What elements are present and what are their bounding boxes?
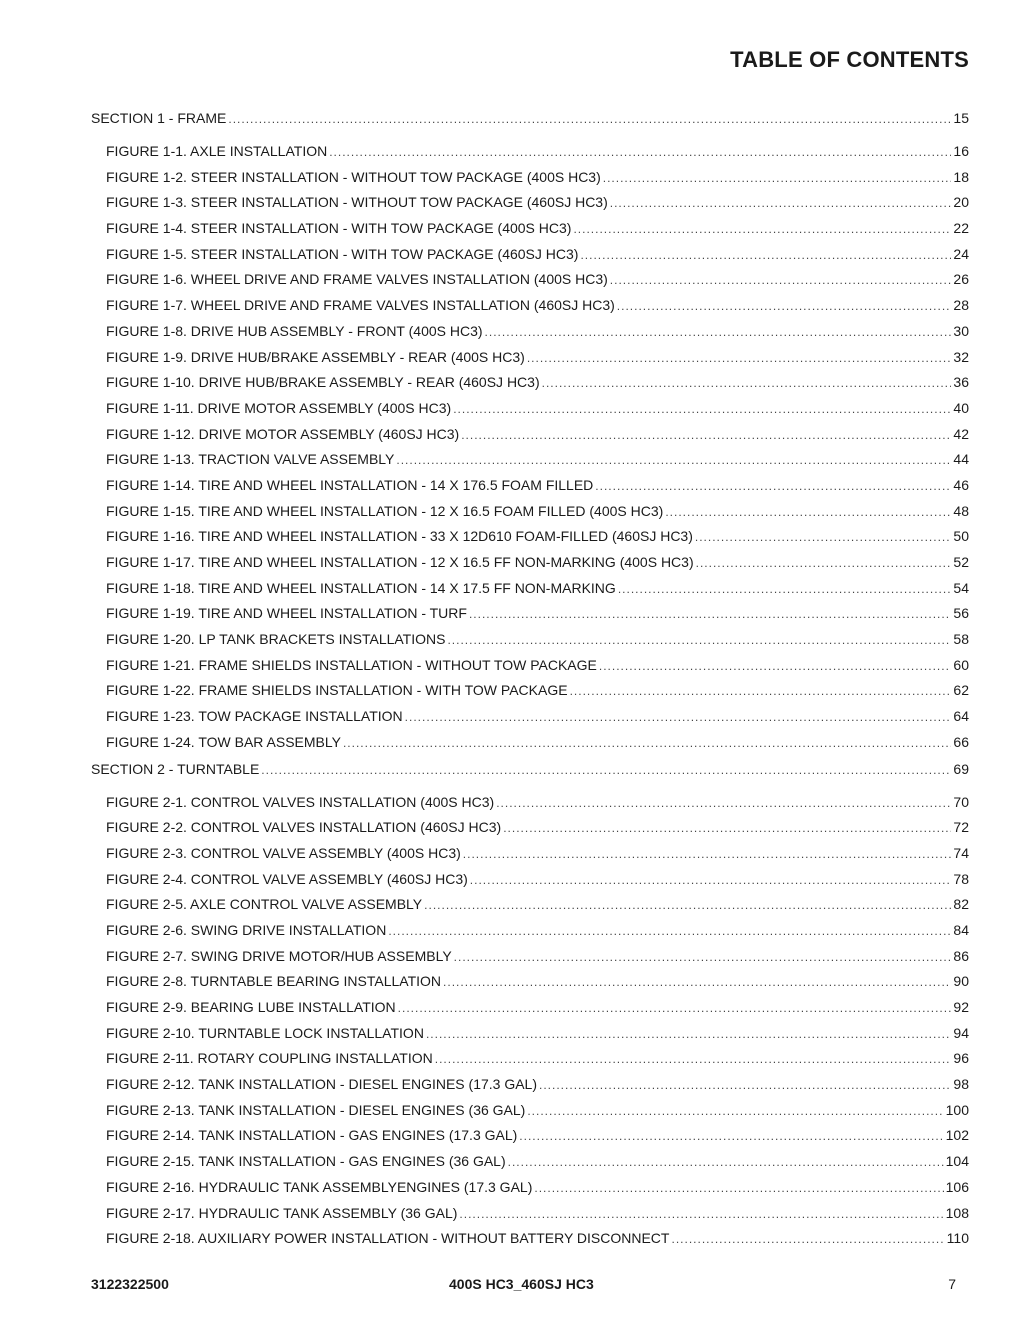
toc-entry-page: 28 xyxy=(953,297,969,314)
toc-entry-page: 16 xyxy=(953,143,969,159)
toc-entry-page: 24 xyxy=(953,245,969,262)
toc-entry-page: 64 xyxy=(953,708,969,725)
toc-entry-label: FIGURE 1-12. DRIVE MOTOR ASSEMBLY (460SJ HC3) xyxy=(106,425,460,442)
dot-leader xyxy=(496,791,951,817)
dot-leader xyxy=(463,842,951,868)
toc-figure-entry[interactable] xyxy=(91,627,969,653)
toc-entry-label: FIGURE 1-16. TIRE AND WHEEL INSTALLATION - 33 X 12D610 FOAM-FILLED (460SJ HC3) xyxy=(106,528,693,545)
toc-entry-page: 26 xyxy=(953,271,969,288)
toc-entry-page: 40 xyxy=(953,399,969,416)
toc-entry-label: FIGURE 1-18. TIRE AND WHEEL INSTALLATION - 14 X 17.5 FF NON-MARKING xyxy=(106,579,616,596)
toc-entry-page: 54 xyxy=(953,579,969,596)
dot-leader xyxy=(459,1202,943,1228)
toc-entry-page: 18 xyxy=(953,168,969,185)
toc-entry-label: FIGURE 2-16. HYDRAULIC TANK ASSEMBLYENGINES (17.3 GAL) xyxy=(106,1178,533,1195)
toc-entry-label: FIGURE 1-13. TRACTION VALVE ASSEMBLY xyxy=(106,451,395,468)
toc-entry-page: 110 xyxy=(946,1230,969,1247)
toc-entry-label: FIGURE 1-23. TOW PACKAGE INSTALLATION xyxy=(106,708,403,725)
toc-entry-label: FIGURE 1-11. DRIVE MOTOR ASSEMBLY (400S HC3) xyxy=(106,399,452,416)
toc-figure-entry[interactable] xyxy=(91,319,969,345)
toc-entry-page: 69 xyxy=(953,760,969,777)
toc-figure-entry[interactable] xyxy=(91,473,969,499)
toc-entry-label: FIGURE 1-6. WHEEL DRIVE AND FRAME VALVES INSTALLATION (400S HC3) xyxy=(106,271,608,288)
dot-leader xyxy=(695,525,951,551)
dot-leader xyxy=(461,423,951,449)
toc-figure-entry[interactable] xyxy=(91,267,969,293)
toc-entry-page: 82 xyxy=(953,896,969,913)
toc-entry-page: 62 xyxy=(953,682,969,699)
toc-entry-page: 74 xyxy=(953,844,969,861)
toc-entry-label: FIGURE 1-17. TIRE AND WHEEL INSTALLATION - 12 X 16.5 FF NON-MARKING (400S HC3) xyxy=(106,554,694,570)
toc-entry-label: FIGURE 2-13. TANK INSTALLATION - DIESEL ENGINES (36 GAL) xyxy=(106,1101,526,1118)
dot-leader xyxy=(508,1150,944,1176)
toc-entry-label: FIGURE 2-3. CONTROL VALVE ASSEMBLY (400S HC3) xyxy=(106,844,461,861)
toc-figure-entry[interactable] xyxy=(91,499,969,525)
toc-entry-page: 98 xyxy=(953,1076,969,1093)
toc-entry-label: FIGURE 1-8. DRIVE HUB ASSEMBLY - FRONT (400S HC3) xyxy=(106,322,483,339)
model-name: 400S HC3_460SJ HC3 xyxy=(449,1276,594,1292)
toc-entry-label: FIGURE 1-9. DRIVE HUB/BRAKE ASSEMBLY - REAR (400S HC3) xyxy=(106,348,525,365)
toc-figure-entry[interactable] xyxy=(91,293,969,319)
dot-leader xyxy=(447,628,951,654)
toc-entry-page: 46 xyxy=(953,476,969,493)
toc-entry-label: FIGURE 1-19. TIRE AND WHEEL INSTALLATION - TURF xyxy=(106,605,467,622)
toc-entry-label: FIGURE 1-10. DRIVE HUB/BRAKE ASSEMBLY - REAR (460SJ HC3) xyxy=(106,374,540,391)
toc-figure-entry[interactable] xyxy=(91,918,969,944)
toc-entry-label: FIGURE 1-7. WHEEL DRIVE AND FRAME VALVES INSTALLATION (460SJ HC3) xyxy=(106,297,615,314)
toc-figure-entry[interactable] xyxy=(91,815,969,841)
toc-entry-label: FIGURE 2-14. TANK INSTALLATION - GAS ENGINES (17.3 GAL) xyxy=(106,1127,518,1144)
toc-entry-label: FIGURE 1-21. FRAME SHIELDS INSTALLATION - WITHOUT TOW PACKAGE xyxy=(106,656,597,673)
toc-entry-page: 22 xyxy=(953,220,969,237)
toc-entry-label: FIGURE 2-17. HYDRAULIC TANK ASSEMBLY (36 GAL) xyxy=(106,1204,458,1221)
toc-figure-entry[interactable] xyxy=(91,1175,969,1201)
dot-leader xyxy=(228,106,951,132)
dot-leader xyxy=(443,970,951,996)
toc-figure-entry[interactable] xyxy=(91,345,969,371)
toc-figure-entry[interactable] xyxy=(91,1046,969,1072)
toc-entry-page: 86 xyxy=(953,947,969,964)
toc-figure-entry[interactable] xyxy=(91,242,969,268)
toc-entry-label: FIGURE 2-4. CONTROL VALVE ASSEMBLY (460SJ HC3) xyxy=(106,870,468,887)
toc-figure-entry[interactable] xyxy=(91,969,969,995)
dot-leader xyxy=(261,757,951,783)
toc-entry-page: 84 xyxy=(953,921,969,938)
toc-entry-page: 30 xyxy=(953,322,969,339)
toc-figure-entry[interactable] xyxy=(91,1021,969,1047)
toc-figure-entry[interactable] xyxy=(91,190,969,216)
toc-entry-label: SECTION 1 - FRAME xyxy=(91,110,227,126)
toc-entry-label: FIGURE 2-1. CONTROL VALVES INSTALLATION (400S HC3) xyxy=(106,793,495,810)
dot-leader xyxy=(424,893,951,919)
toc-figure-entry[interactable] xyxy=(91,1226,969,1252)
dot-leader xyxy=(388,919,951,945)
toc-entry-page: 94 xyxy=(953,1024,969,1041)
toc-figure-entry[interactable] xyxy=(91,678,969,704)
dot-leader xyxy=(665,500,951,526)
toc-entry-label: FIGURE 2-6. SWING DRIVE INSTALLATION xyxy=(106,921,387,938)
toc-figure-entry[interactable] xyxy=(91,841,969,867)
dot-leader xyxy=(610,268,951,294)
dot-leader xyxy=(396,448,951,474)
toc-entry-page: 20 xyxy=(953,194,969,211)
toc-entry-page: 44 xyxy=(953,451,969,468)
toc-entry-label: FIGURE 1-3. STEER INSTALLATION - WITHOUT TOW PACKAGE (460SJ HC3) xyxy=(106,194,608,211)
dot-leader xyxy=(671,1227,944,1253)
toc-figure-entry[interactable] xyxy=(91,601,969,627)
dot-leader xyxy=(503,816,951,842)
toc-entry-page: 108 xyxy=(945,1204,969,1221)
toc-entry-label: FIGURE 1-4. STEER INSTALLATION - WITH TOW PACKAGE (400S HC3) xyxy=(106,220,572,237)
dot-leader xyxy=(580,243,951,269)
toc-figure-entry[interactable] xyxy=(91,704,969,730)
toc-entry-label: FIGURE 2-9. BEARING LUBE INSTALLATION xyxy=(106,999,396,1015)
toc-entry-page: 58 xyxy=(953,631,969,648)
page-number: 7 xyxy=(948,1276,956,1292)
toc-entry-page: 50 xyxy=(953,528,969,545)
toc-entry-label: FIGURE 2-7. SWING DRIVE MOTOR/HUB ASSEMBLY xyxy=(106,947,452,964)
dot-leader xyxy=(542,371,951,397)
dot-leader xyxy=(696,551,951,577)
dot-leader xyxy=(595,474,951,500)
toc-figure-entry[interactable] xyxy=(91,576,969,602)
dot-leader xyxy=(570,679,951,705)
dot-leader xyxy=(435,1047,951,1073)
toc-figure-entry[interactable] xyxy=(91,422,969,448)
toc-entry-label: FIGURE 2-15. TANK INSTALLATION - GAS ENGINES (36 GAL) xyxy=(106,1153,506,1170)
toc-entry-page: 102 xyxy=(945,1127,969,1144)
dot-leader xyxy=(470,868,951,894)
dot-leader xyxy=(610,191,951,217)
toc-figure-entry[interactable] xyxy=(91,1123,969,1149)
dot-leader xyxy=(573,217,951,243)
dot-leader xyxy=(603,166,951,192)
toc-entry-label: FIGURE 1-14. TIRE AND WHEEL INSTALLATION - 14 X 176.5 FOAM FILLED xyxy=(106,476,594,493)
toc-entry-page: 42 xyxy=(953,425,969,442)
toc-entry-label: FIGURE 1-22. FRAME SHIELDS INSTALLATION - WITH TOW PACKAGE xyxy=(106,682,568,699)
toc-figure-entry[interactable] xyxy=(91,995,969,1021)
dot-leader xyxy=(618,577,951,603)
toc-entry-label: SECTION 2 - TURNTABLE xyxy=(91,760,260,777)
dot-leader xyxy=(405,705,951,731)
toc-entry-label: FIGURE 2-2. CONTROL VALVES INSTALLATION (460SJ HC3) xyxy=(106,819,502,836)
toc-entry-page: 56 xyxy=(953,605,969,622)
toc-figure-entry[interactable] xyxy=(91,216,969,242)
toc-entry-page: 70 xyxy=(953,793,969,810)
toc-entry-label: FIGURE 1-2. STEER INSTALLATION - WITHOUT TOW PACKAGE (400S HC3) xyxy=(106,168,601,185)
toc-entry-page: 78 xyxy=(953,870,969,887)
toc-entry-label: FIGURE 2-12. TANK INSTALLATION - DIESEL ENGINES (17.3 GAL) xyxy=(106,1076,538,1093)
toc-figure-entry[interactable] xyxy=(91,1149,969,1175)
dot-leader xyxy=(454,945,951,971)
toc-entry-label: FIGURE 2-8. TURNTABLE BEARING INSTALLATION xyxy=(106,973,442,990)
toc-entry-label: FIGURE 1-15. TIRE AND WHEEL INSTALLATION - 12 X 16.5 FOAM FILLED (400S HC3) xyxy=(106,502,664,519)
dot-leader xyxy=(617,294,951,320)
dot-leader xyxy=(527,346,951,372)
page-title: TABLE OF CONTENTS xyxy=(730,47,969,72)
dot-leader xyxy=(453,397,951,423)
toc-entry-page: 92 xyxy=(953,999,969,1015)
toc-figure-entry[interactable] xyxy=(91,550,969,576)
toc-entry-label: FIGURE 2-5. AXLE CONTROL VALVE ASSEMBLY xyxy=(106,896,423,913)
toc-figure-entry[interactable] xyxy=(91,1201,969,1227)
dot-leader xyxy=(539,1073,951,1099)
table-of-contents xyxy=(91,105,969,1252)
toc-figure-entry[interactable] xyxy=(91,370,969,396)
dot-leader xyxy=(599,654,951,680)
toc-entry-page: 72 xyxy=(953,819,969,836)
toc-figure-entry[interactable] xyxy=(91,892,969,918)
toc-figure-entry[interactable] xyxy=(91,1098,969,1124)
toc-figure-entry[interactable] xyxy=(91,653,969,679)
toc-entry-page: 100 xyxy=(945,1101,969,1118)
dot-leader xyxy=(485,320,951,346)
toc-figure-entry[interactable] xyxy=(91,867,969,893)
toc-figure-entry[interactable] xyxy=(91,790,969,816)
toc-figure-entry[interactable] xyxy=(91,396,969,422)
dot-leader xyxy=(534,1176,943,1202)
toc-entry-page: 60 xyxy=(953,656,969,673)
toc-entry-label: FIGURE 1-5. STEER INSTALLATION - WITH TOW PACKAGE (460SJ HC3) xyxy=(106,245,579,262)
toc-entry-label: FIGURE 2-10. TURNTABLE LOCK INSTALLATION xyxy=(106,1024,424,1041)
toc-figure-entry[interactable] xyxy=(91,1072,969,1098)
toc-entry-label: FIGURE 1-1. AXLE INSTALLATION xyxy=(106,143,328,159)
toc-entry-label: FIGURE 1-24. TOW BAR ASSEMBLY xyxy=(106,733,341,750)
dot-leader xyxy=(329,140,951,166)
toc-entry-page: 96 xyxy=(953,1050,969,1067)
dot-leader xyxy=(519,1124,943,1150)
toc-entry-page: 66 xyxy=(953,733,969,750)
toc-entry-page: 104 xyxy=(945,1153,969,1170)
toc-section-entry[interactable] xyxy=(91,756,969,790)
toc-entry-page: 36 xyxy=(953,374,969,391)
dot-leader xyxy=(527,1099,943,1125)
document-number: 3122322500 xyxy=(91,1276,169,1292)
toc-entry-label: FIGURE 2-11. ROTARY COUPLING INSTALLATION xyxy=(106,1050,433,1067)
toc-figure-entry[interactable] xyxy=(91,447,969,473)
toc-figure-entry[interactable] xyxy=(91,139,969,165)
toc-figure-entry[interactable] xyxy=(91,730,969,756)
dot-leader xyxy=(343,731,951,757)
toc-figure-entry[interactable] xyxy=(91,165,969,191)
toc-section-entry[interactable] xyxy=(91,105,969,139)
toc-entry-page: 15 xyxy=(953,110,969,126)
toc-entry-page: 106 xyxy=(945,1178,969,1195)
toc-figure-entry[interactable] xyxy=(91,944,969,970)
toc-entry-page: 52 xyxy=(953,554,969,570)
toc-entry-label: FIGURE 2-18. AUXILIARY POWER INSTALLATION - WITHOUT BATTERY DISCONNECT xyxy=(106,1230,670,1247)
toc-entry-page: 90 xyxy=(953,973,969,990)
dot-leader xyxy=(398,996,951,1022)
toc-figure-entry[interactable] xyxy=(91,524,969,550)
dot-leader xyxy=(426,1022,951,1048)
dot-leader xyxy=(469,602,951,628)
toc-entry-page: 48 xyxy=(953,502,969,519)
toc-entry-label: FIGURE 1-20. LP TANK BRACKETS INSTALLATIONS xyxy=(106,631,446,648)
toc-entry-page: 32 xyxy=(953,348,969,365)
